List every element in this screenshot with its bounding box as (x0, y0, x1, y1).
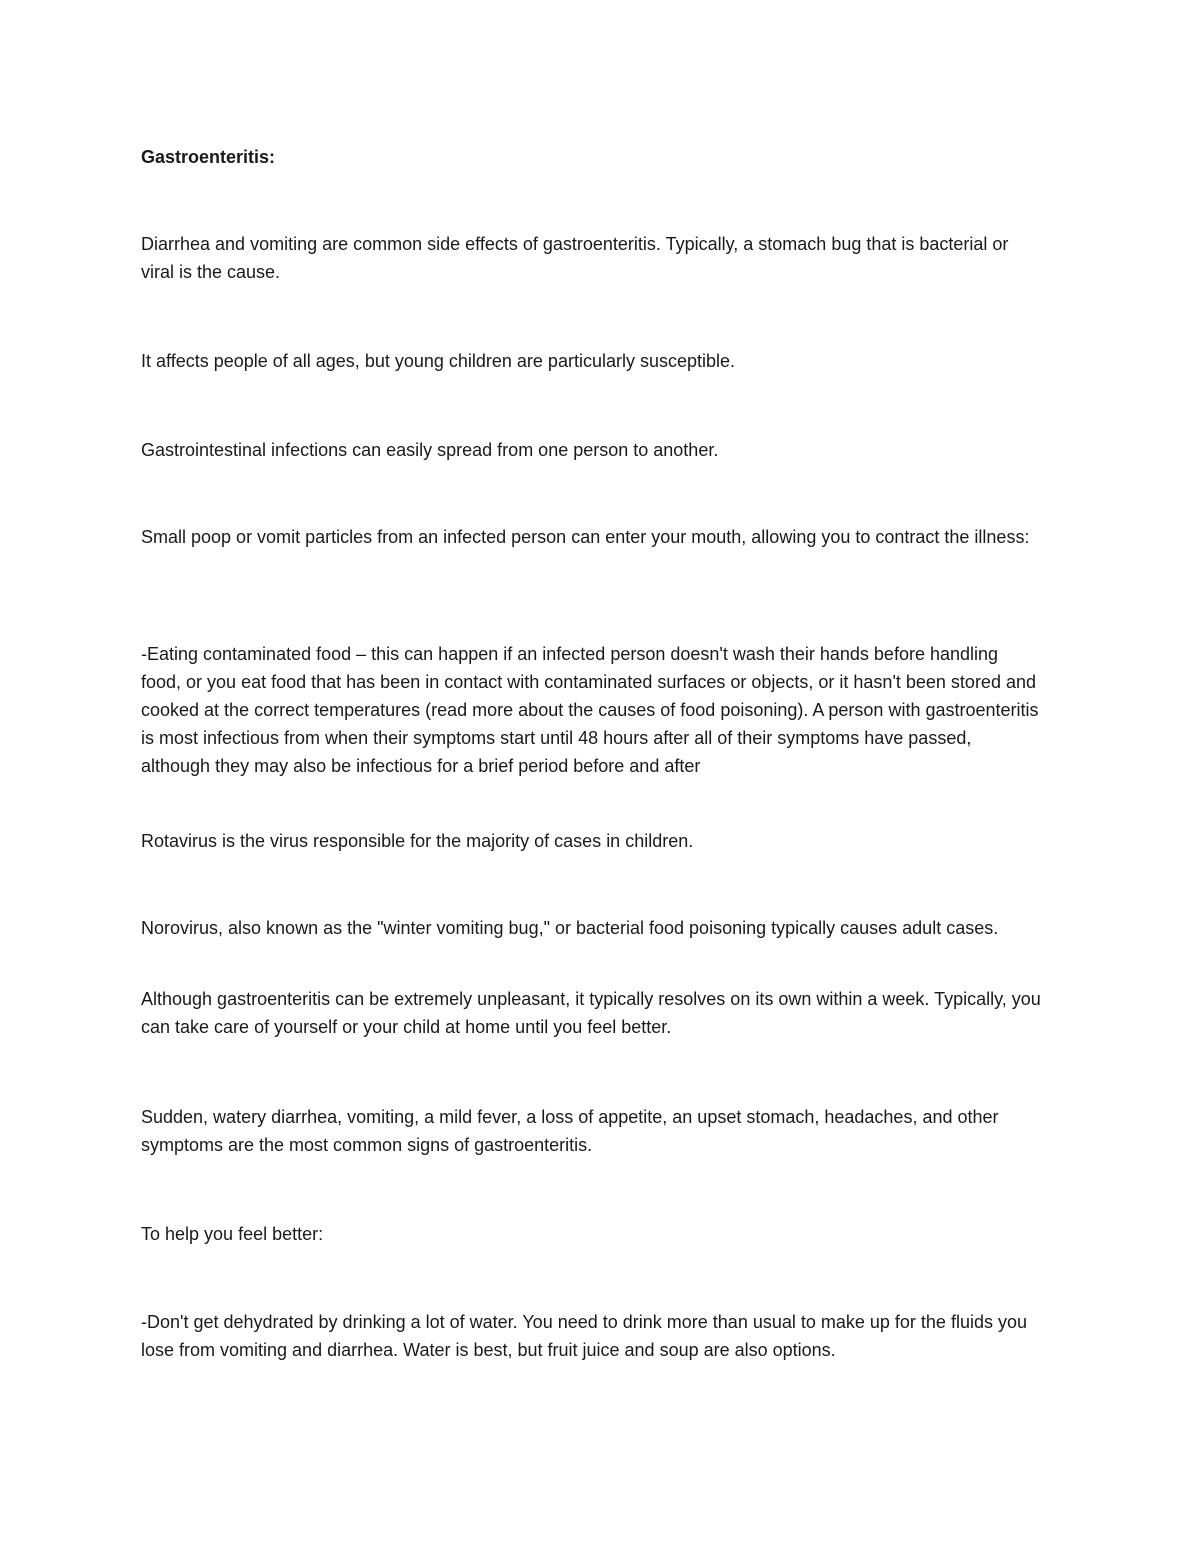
paragraph-transmission: Small poop or vomit particles from an infected person can enter your mouth, allowing you to contract the illness: (141, 527, 1030, 547)
paragraph-ages: It affects people of all ages, but young children are particularly susceptible. (141, 351, 736, 371)
document-title: Gastroenteritis: (141, 147, 276, 167)
paragraph-symptoms: Sudden, watery diarrhea, vomiting, a mild fever, a loss of appetite, an upset stomach, headaches, and other symptoms are the most common signs of gastroenteritis. (141, 1107, 999, 1155)
paragraph-rotavirus: Rotavirus is the virus responsible for the majority of cases in children. (141, 831, 694, 851)
paragraph-hydration: -Don't get dehydrated by drinking a lot of water. You need to drink more than usual to make up for the fluids you lose from vomiting and diarrhea. Water is best, but fruit juice and soup are also options. (141, 1312, 1027, 1360)
paragraph-definition: Diarrhea and vomiting are common side effects of gastroenteritis. Typically, a stomach bug that is bacterial or viral is the cause. (141, 234, 1009, 282)
paragraph-contaminated-food: -Eating contaminated food – this can happen if an infected person doesn't wash their hands before handling food, or you eat food that has been in contact with contaminated surfaces or objects, or it hasn't been stored and cooked at the correct temperatures (read more about the causes of food poisoning). A person with gastroenteritis is most infectious from when their symptoms start until 48 hours after all of their symptoms have passed, although they may also be infectious for a brief period before and after (141, 644, 1039, 776)
paragraph-resolution: Although gastroenteritis can be extremely unpleasant, it typically resolves on its own within a week. Typically, you can take care of yourself or your child at home until you feel better. (141, 989, 1041, 1037)
paragraph-norovirus: Norovirus, also known as the "winter vomiting bug," or bacterial food poisoning typically causes adult cases. (141, 918, 999, 938)
paragraph-help-heading: To help you feel better: (141, 1224, 324, 1244)
paragraph-spread: Gastrointestinal infections can easily spread from one person to another. (141, 440, 719, 460)
